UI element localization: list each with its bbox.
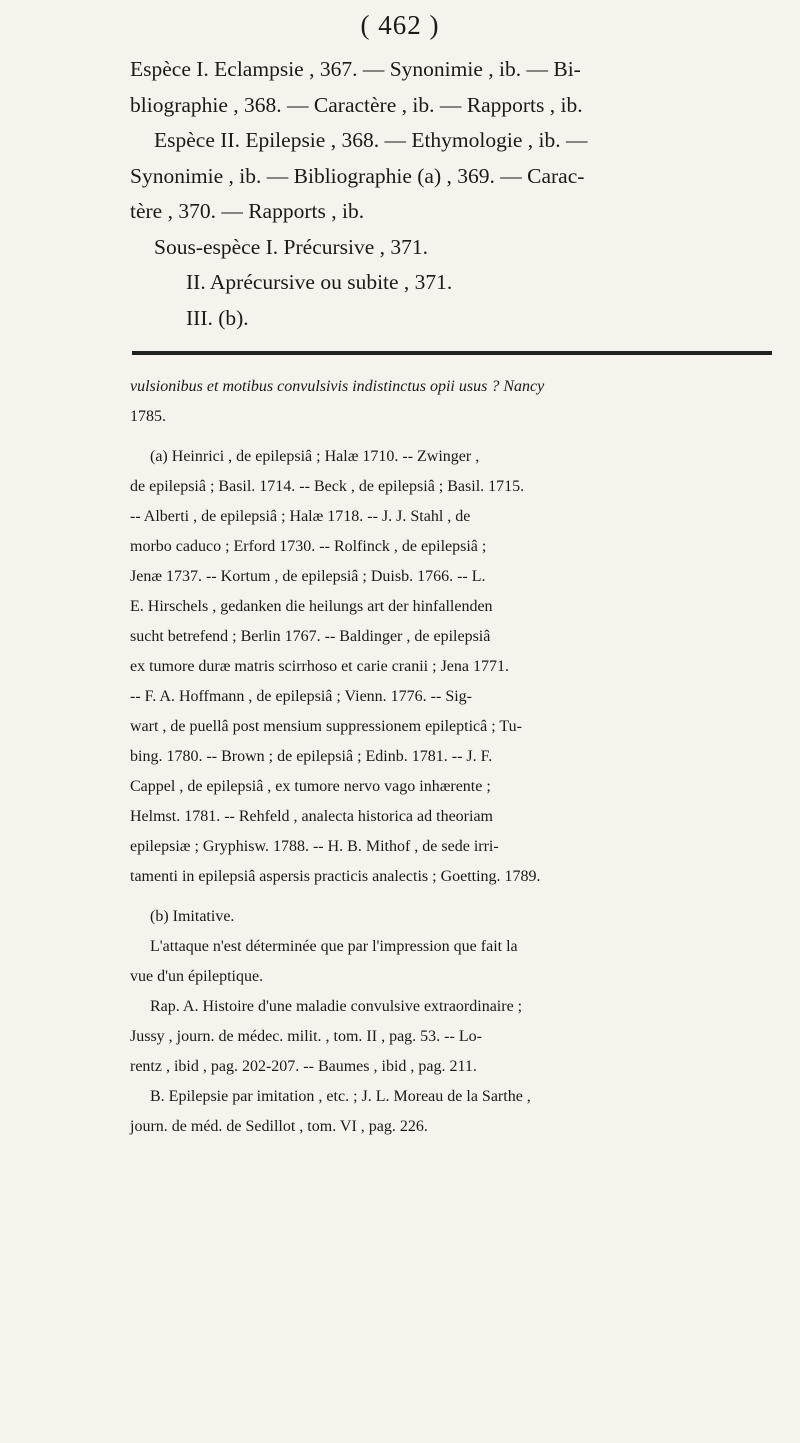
note-line: E. Hirschels , gedanken die heilungs art der hinfallenden xyxy=(130,598,493,615)
note-line: Jenæ 1737. -- Kortum , de epilepsiâ ; Duisb. 1766. -- L. xyxy=(130,568,486,585)
note-line: tamenti in epilepsiâ aspersis practicis analectis ; Goetting. 1789. xyxy=(130,868,541,885)
note-line: rentz , ibid , pag. 202-207. -- Baumes , ibid , pag. 211. xyxy=(130,1058,477,1075)
note-line: Jussy , journ. de médec. milit. , tom. II , pag. 53. -- Lo- xyxy=(130,1028,482,1045)
note-line: (a) Heinrici , de epilepsiâ ; Halæ 1710. -- Zwinger , xyxy=(150,448,480,465)
note-line: ex tumore duræ matris scirrhoso et carie cranii ; Jena 1771. xyxy=(130,658,509,675)
toc-line: II. Aprécursive ou subite , 371. xyxy=(186,270,453,294)
note-line: Cappel , de epilepsiâ , ex tumore nervo vago inhærente ; xyxy=(130,778,491,795)
toc-line: Espèce I. Eclampsie , 367. — Synonimie , ib. — Bi- xyxy=(130,57,581,81)
toc-line: Espèce II. Epilepsie , 368. — Ethymologie , ib. — xyxy=(154,128,588,152)
note-line: B. Epilepsie par imitation , etc. ; J. L. Moreau de la Sarthe , xyxy=(150,1088,531,1105)
note-line: vue d'un épileptique. xyxy=(130,968,264,985)
note-line: Helmst. 1781. -- Rehfeld , analecta historica ad theoriam xyxy=(130,808,493,825)
note-line: journ. de méd. de Sedillot , tom. VI , pag. 226. xyxy=(130,1118,428,1135)
note-line: wart , de puellâ post mensium suppressionem epilepticâ ; Tu- xyxy=(130,718,522,735)
footnotes-block xyxy=(130,372,770,1142)
toc-line: Synonimie , ib. — Bibliographie (a) , 369. — Carac- xyxy=(130,163,585,188)
note-line: bing. 1780. -- Brown ; de epilepsiâ ; Edinb. 1781. -- J. F. xyxy=(130,748,493,765)
note-line: -- F. A. Hoffmann , de epilepsiâ ; Vienn. 1776. -- Sig- xyxy=(130,688,473,705)
note-line: de epilepsiâ ; Basil. 1714. -- Beck , de epilepsiâ ; Basil. 1715. xyxy=(130,478,525,495)
separator-rule xyxy=(132,351,772,355)
toc-line: tère , 370. — Rapports , ib. xyxy=(130,199,365,223)
page-number: ( 462 ) xyxy=(360,10,440,40)
note-line: epilepsiæ ; Gryphisw. 1788. -- H. B. Mithof , de sede irri- xyxy=(130,838,499,855)
toc-line: III. (b). xyxy=(186,305,249,330)
note-line: 1785. xyxy=(130,408,166,425)
toc-line: Sous-espèce I. Précursive , 371. xyxy=(154,234,429,259)
note-line: (b) Imitative. xyxy=(150,908,235,925)
note-line: -- Alberti , de epilepsiâ ; Halæ 1718. -- J. J. Stahl , de xyxy=(130,508,471,525)
note-line: Rap. A. Histoire d'une maladie convulsive extraordinaire ; xyxy=(150,998,523,1015)
note-line: morbo caduco ; Erford 1730. -- Rolfinck , de epilepsiâ ; xyxy=(130,538,487,555)
note-line: L'attaque n'est déterminée que par l'impression que fait la xyxy=(150,938,518,955)
table-of-contents-block xyxy=(130,52,770,336)
note-line: vulsionibus et motibus convulsivis indistinctus opii usus ? Nancy xyxy=(130,378,545,395)
note-line: sucht betrefend ; Berlin 1767. -- Baldinger , de epilepsiâ xyxy=(130,628,491,645)
toc-line: bliographie , 368. — Caractère , ib. — Rapports , ib. xyxy=(130,92,583,117)
